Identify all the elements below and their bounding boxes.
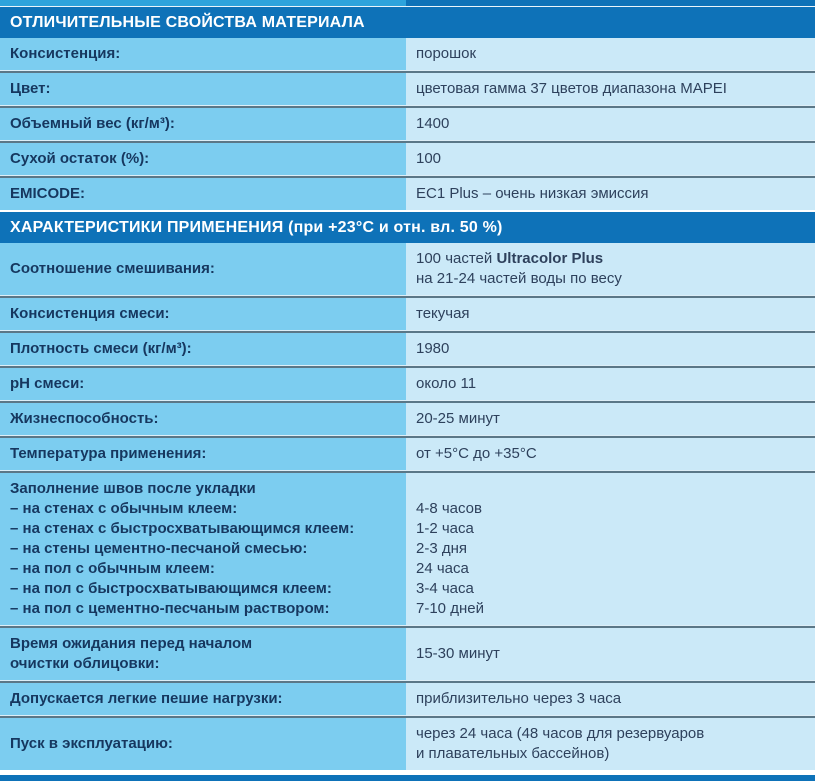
section-header-material-properties-label: ОТЛИЧИТЕЛЬНЫЕ СВОЙСТВА МАТЕРИАЛА (10, 13, 365, 31)
section-header-application-characteristics (0, 212, 815, 243)
spec-label: Соотношение смешивания: (10, 260, 215, 277)
spec-value: 1980 (416, 340, 450, 357)
spec-value: 1400 (416, 115, 450, 132)
grouting-item-label: – на стенах с быстросхватывающимся клеем: (10, 520, 355, 537)
top-strip (0, 0, 815, 7)
grouting-item-value: 4-8 часов (416, 500, 482, 517)
spec-label: Пуск в эксплуатацию: (10, 735, 173, 752)
section-header-application-characteristics-label: ХАРАКТЕРИСТИКИ ПРИМЕНЕНИЯ (при +23°С и отн. вл. 50 %) (10, 218, 503, 236)
spec-label-cell (0, 473, 406, 625)
spec-value-cell (406, 683, 815, 715)
grouting-item-value: 24 часа (416, 560, 469, 577)
spec-value: EC1 Plus – очень низкая эмиссия (416, 185, 649, 202)
spec-value-cell (406, 403, 815, 435)
spec-value-line-1 (416, 249, 807, 269)
row-color (0, 73, 815, 105)
row-foot-traffic (0, 683, 815, 715)
spec-label: pH смеси: (10, 375, 85, 392)
spec-label-line-1: Время ожидания перед началом (10, 635, 253, 652)
spec-label-cell (0, 438, 406, 470)
spec-value-line-2: на 21-24 частей воды по весу (416, 270, 622, 287)
spec-value: цветовая гамма 37 цветов диапазона MAPEI (416, 80, 727, 97)
spec-label-cell (0, 683, 406, 715)
grouting-item-label: – на пол с цементно-песчаным раствором: (10, 600, 330, 617)
spec-value-cell (406, 298, 815, 330)
spec-label: Консистенция: (10, 45, 121, 62)
spec-label-cell (0, 38, 406, 70)
spec-value-cell (406, 243, 815, 295)
spec-value: от +5°С до +35°С (416, 445, 537, 462)
grouting-item-value: 3-4 часа (416, 580, 474, 597)
spec-value: текучая (416, 305, 470, 322)
spec-label-cell (0, 108, 406, 140)
spec-value-cell (406, 38, 815, 70)
spec-value-cell (406, 718, 815, 770)
spec-label-cell (0, 143, 406, 175)
grouting-item-label: – на стены цементно-песчаной смесью: (10, 540, 308, 557)
spec-label-cell (0, 718, 406, 770)
spec-value-cell (406, 333, 815, 365)
spec-value-cell (406, 473, 815, 625)
row-grouting-after-laying (0, 473, 815, 625)
spec-value-cell (406, 368, 815, 400)
spec-label: Допускается легкие пешие нагрузки: (10, 690, 283, 707)
row-consistency (0, 38, 815, 70)
product-name-bold: Ultracolor Plus (496, 250, 604, 267)
row-waiting-before-cleaning (0, 628, 815, 680)
spec-label: EMICODE: (10, 185, 85, 202)
spec-label: Плотность смеси (кг/м³): (10, 340, 192, 357)
spec-value: 15-30 минут (416, 645, 500, 662)
row-application-temperature (0, 438, 815, 470)
section-header-material-properties (0, 7, 815, 38)
spec-label-cell (0, 298, 406, 330)
row-mix-consistency (0, 298, 815, 330)
spec-label-cell (0, 243, 406, 295)
spec-value: около 11 (416, 375, 477, 392)
spec-value: порошок (416, 45, 477, 62)
spec-label: Объемный вес (кг/м³): (10, 115, 175, 132)
spec-label: Консистенция смеси: (10, 305, 170, 322)
grouting-item-label: – на стенах с обычным клеем: (10, 500, 238, 517)
spec-value: 20-25 минут (416, 410, 500, 427)
grouting-item-value: 2-3 дня (416, 540, 468, 557)
spec-label: Сухой остаток (%): (10, 150, 150, 167)
spec-label-line-2: очистки облицовки: (10, 655, 160, 672)
row-mixing-ratio (0, 243, 815, 295)
row-dry-residue (0, 143, 815, 175)
spec-label: Жизнеспособность: (10, 410, 159, 427)
spec-label-cell (0, 73, 406, 105)
row-emicode (0, 178, 815, 210)
row-bulk-density (0, 108, 815, 140)
spec-value-cell (406, 143, 815, 175)
spec-value-cell (406, 108, 815, 140)
grouting-item-value: 7-10 дней (416, 600, 484, 617)
row-mix-ph (0, 368, 815, 400)
spec-value-line-2: и плавательных бассейнов) (416, 745, 610, 762)
grouting-title: Заполнение швов после укладки (10, 480, 256, 497)
spec-label: Цвет: (10, 80, 51, 97)
spec-label: Температура применения: (10, 445, 207, 462)
spec-value-cell (406, 73, 815, 105)
grouting-item-value: 1-2 часа (416, 520, 474, 537)
spec-value-cell (406, 628, 815, 680)
spec-label-cell (0, 403, 406, 435)
spec-value: приблизительно через 3 часа (416, 690, 622, 707)
spec-value-cell (406, 178, 815, 210)
spec-value-line-1: через 24 часа (48 часов для резервуаров (416, 725, 705, 742)
top-strip-left-segment (0, 0, 406, 6)
spec-label-cell (0, 178, 406, 210)
grouting-item-label: – на пол с быстросхватывающимся клеем: (10, 580, 332, 597)
spec-label-cell (0, 333, 406, 365)
spec-label-cell (0, 628, 406, 680)
top-strip-right-segment (406, 0, 815, 6)
grouting-blank-line (416, 479, 807, 499)
grouting-item-label: – на пол с обычным клеем: (10, 560, 215, 577)
row-pot-life (0, 403, 815, 435)
row-commissioning (0, 718, 815, 770)
row-mix-density (0, 333, 815, 365)
spec-value: 100 (416, 150, 442, 167)
spec-label-cell (0, 368, 406, 400)
bottom-strip (0, 775, 815, 781)
mixing-ratio-prefix: 100 частей (416, 250, 497, 267)
spec-value-cell (406, 438, 815, 470)
